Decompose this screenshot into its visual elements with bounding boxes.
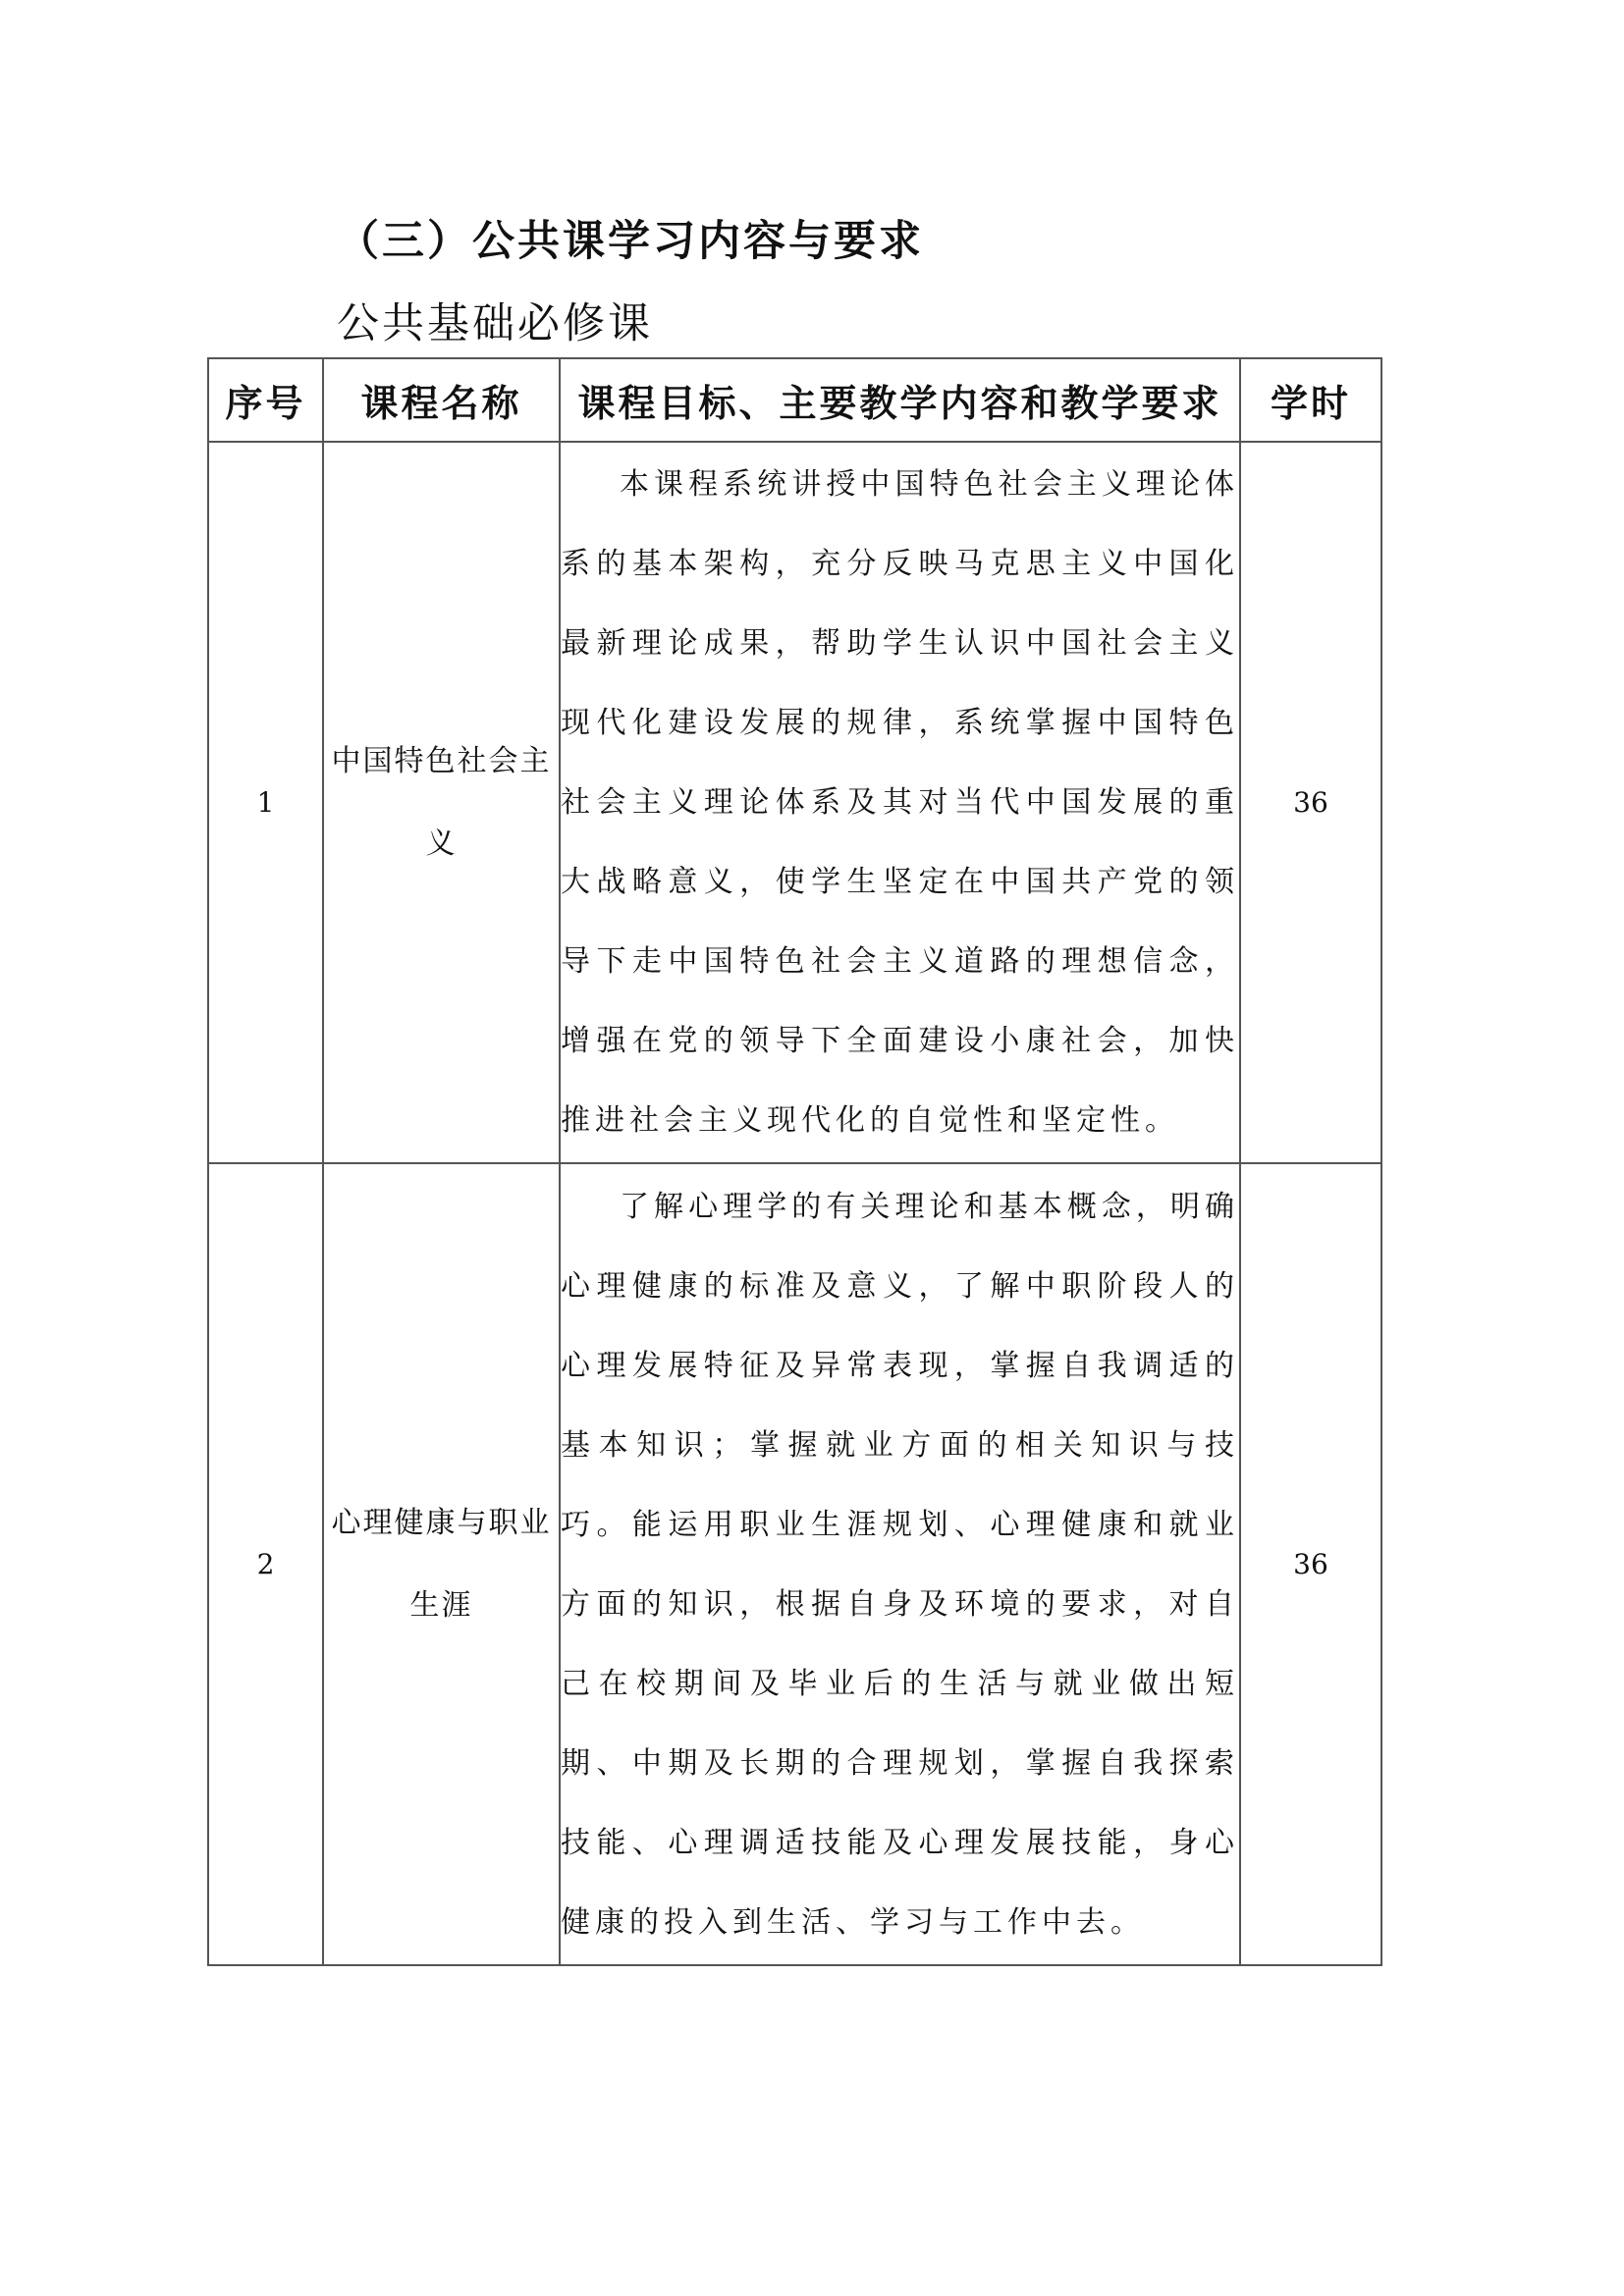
table-header-row [208, 358, 1381, 442]
header-hours: 学时 [1240, 358, 1381, 442]
row-number: 2 [208, 1163, 323, 1965]
section-title: （三）公共课学习内容与要求 [337, 217, 924, 266]
row-number: 1 [208, 442, 323, 1163]
course-description: 本课程系统讲授中国特色社会主义理论体系的基本架构，充分反映马克思主义中国化最新理论成果，帮助学生认识中国社会主义现代化建设发展的规律，系统掌握中国特色社会主义理论体系及其对当代中国发展的重大战略意义，使学生坚定在中国共产党的领导下走中国特色社会主义道路的理想信念，增强在党的领导下全面建设小康社会，加快推进社会主义现代化的自觉性和坚定性。 [560, 442, 1240, 1163]
header-course-name: 课程名称 [323, 358, 560, 442]
section-subtitle: 公共基础必修课 [337, 299, 653, 348]
table-row [208, 1163, 1381, 1965]
course-table [207, 357, 1382, 1966]
table-row [208, 442, 1381, 1163]
header-no: 序号 [208, 358, 323, 442]
course-name: 心理健康与职业生涯 [323, 1163, 560, 1965]
course-description: 了解心理学的有关理论和基本概念，明确心理健康的标准及意义，了解中职阶段人的心理发展特征及异常表现，掌握自我调适的基本知识；掌握就业方面的相关知识与技巧。能运用职业生涯规划、心理健康和就业方面的知识，根据自身及环境的要求，对自己在校期间及毕业后的生活与就业做出短期、中期及长期的合理规划，掌握自我探索技能、心理调适技能及心理发展技能，身心健康的投入到生活、学习与工作中去。 [560, 1163, 1240, 1965]
course-hours: 36 [1240, 1163, 1381, 1965]
header-description: 课程目标、主要教学内容和教学要求 [560, 358, 1240, 442]
course-hours: 36 [1240, 442, 1381, 1163]
course-name: 中国特色社会主义 [323, 442, 560, 1163]
